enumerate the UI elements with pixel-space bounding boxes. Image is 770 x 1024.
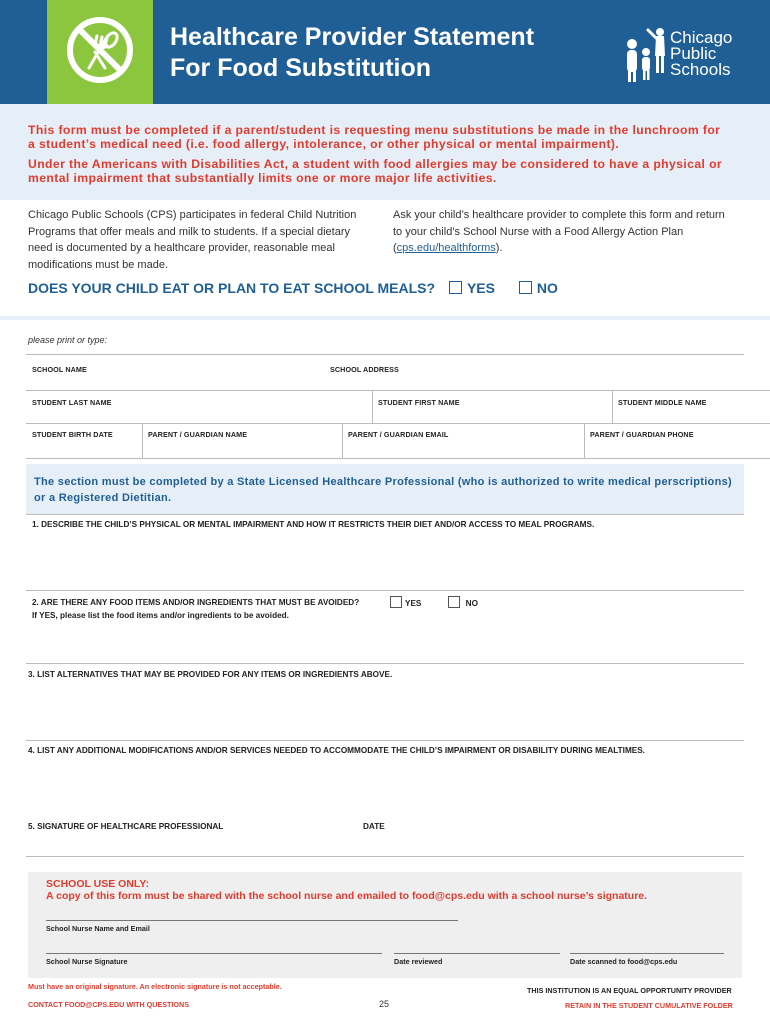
- cps-paragraph: Chicago Public Schools (CPS) participates in federal Child Nutrition Programs that offer meals and milk to students. If a special dietary need is documented by a healthcare provider, reasonable meal modifications must be made.: [28, 209, 357, 271]
- school-use-heading: SCHOOL USE ONLY:: [46, 878, 150, 890]
- section-line: [26, 514, 744, 515]
- ada-notice: Under the Americans with Disabilities Act, a student with food allergies may be considered to have a physical or mental impairment that substantially limits one or more major life activities.: [28, 157, 723, 185]
- print-note: please print or type:: [28, 335, 108, 345]
- signature-line: [26, 856, 744, 857]
- date-label: DATE: [363, 822, 385, 831]
- question-4-answer-area[interactable]: [26, 758, 744, 814]
- divider: [142, 424, 143, 458]
- school-name-label: SCHOOL NAME: [32, 365, 87, 374]
- student-first-name-label: STUDENT FIRST NAME: [378, 398, 460, 407]
- question-4: 4. LIST ANY ADDITIONAL MODIFICATIONS AND/OR SERVICES NEEDED TO ACCOMMODATE THE CHILD’S IMPAIRMENT OR DISABILITY DURING MEALTIMES.: [28, 746, 645, 755]
- nurse-signature-line[interactable]: [46, 953, 382, 954]
- title-line-1: Healthcare Provider Statement: [170, 23, 535, 51]
- q2-no-checkbox[interactable]: [448, 596, 460, 608]
- school-info-field[interactable]: [26, 356, 744, 390]
- divider: [612, 391, 613, 423]
- form-top-line: [26, 354, 744, 355]
- healthcare-notice: The section must be completed by a State Licensed Healthcare Professional (who is authorized to write medical perscriptions) or a Registered Dietitian.: [34, 476, 732, 504]
- page-title: [170, 22, 534, 84]
- parent-email-label: PARENT / GUARDIAN EMAIL: [348, 430, 449, 439]
- instructions-paragraph: Ask your child’s healthcare provider to complete this form and return to your child’s School Nurse with a Food Allergy Action Plan (cps.edu/healthforms).: [393, 209, 725, 254]
- brand-name: [670, 30, 732, 78]
- page-number: 25: [379, 999, 390, 1009]
- brand-line-3: Schools: [670, 60, 731, 79]
- cps-family-silhouette-icon: [618, 22, 670, 84]
- question-3-answer-area[interactable]: [26, 682, 744, 738]
- date-reviewed-line[interactable]: [394, 953, 560, 954]
- form-line-4: [26, 458, 770, 459]
- question-line: [26, 663, 744, 664]
- no-checkbox[interactable]: [519, 281, 532, 294]
- no-label: NO: [536, 280, 558, 296]
- question-2-sub: If YES, please list the food items and/or ingredients to be avoided.: [32, 611, 289, 620]
- section-divider: [0, 316, 770, 320]
- question-3: 3. LIST ALTERNATIVES THAT MAY BE PROVIDED FOR ANY ITEMS OR INGREDIENTS ABOVE.: [28, 670, 393, 679]
- question-line: [26, 740, 744, 741]
- no-food-utensils-icon: [47, 0, 153, 104]
- no-food-logo: [47, 0, 153, 104]
- yes-label: YES: [466, 280, 495, 296]
- divider: [584, 424, 585, 458]
- question-line: [26, 590, 744, 591]
- q2-yes-checkbox[interactable]: [390, 596, 402, 608]
- question-text: DOES YOUR CHILD EAT OR PLAN TO EAT SCHOOL MEALS?: [28, 280, 436, 296]
- school-address-label: SCHOOL ADDRESS: [330, 365, 399, 374]
- divider: [342, 424, 343, 458]
- nurse-name-line[interactable]: [46, 920, 458, 921]
- question-1-answer-area[interactable]: [26, 532, 744, 588]
- divider: [372, 391, 373, 423]
- question-1: 1. DESCRIBE THE CHILD’S PHYSICAL OR MENTAL IMPAIRMENT AND HOW IT RESTRICTS THEIR DIET AND/OR ACCESS TO MEAL PROGRAMS.: [32, 520, 595, 529]
- form-line-2: [26, 390, 770, 391]
- question-2-options: [390, 596, 478, 608]
- parent-phone-label: PARENT / GUARDIAN PHONE: [590, 430, 694, 439]
- birth-date-label: STUDENT BIRTH DATE: [32, 430, 113, 439]
- school-use-instruction: A copy of this form must be shared with the school nurse and emailed to food@cps.edu with a school nurse’s signature.: [46, 890, 648, 902]
- signature-note: Must have an original signature. An electronic signature is not acceptable.: [28, 982, 282, 991]
- parent-name-label: PARENT / GUARDIAN NAME: [148, 430, 248, 439]
- yes-checkbox[interactable]: [449, 281, 462, 294]
- nurse-name-label: School Nurse Name and Email: [46, 924, 150, 933]
- q2-yes-label: YES: [405, 599, 422, 608]
- brand-line-1: Chicago: [670, 28, 733, 47]
- school-meals-question: [28, 280, 558, 296]
- brand-line-2: Public: [670, 44, 717, 63]
- contact-note: CONTACT FOOD@CPS.EDU WITH QUESTIONS: [28, 1000, 190, 1009]
- healthforms-link[interactable]: cps.edu/healthforms: [396, 242, 496, 254]
- intro-warning: This form must be completed if a parent/student is requesting menu substitutions be made in the lunchroom for a student’s medical need (i.e. food allergy, intolerance, or other physical or mental impairment).: [28, 123, 721, 151]
- date-scanned-label: Date scanned to food@cps.edu: [570, 957, 678, 966]
- question-2: 2. ARE THERE ANY FOOD ITEMS AND/OR INGREDIENTS THAT MUST BE AVOIDED?: [32, 598, 360, 607]
- student-middle-name-label: STUDENT MIDDLE NAME: [618, 398, 707, 407]
- student-last-name-label: STUDENT LAST NAME: [32, 398, 112, 407]
- title-line-2: For Food Substitution: [170, 54, 432, 82]
- retain-note: RETAIN IN THE STUDENT CUMULATIVE FOLDER: [565, 1001, 733, 1010]
- instructions-text: Ask your child’s healthcare provider to complete this form and return to your child’s School Nurse with a Food Allergy Action Plan: [393, 209, 725, 238]
- date-reviewed-label: Date reviewed: [394, 957, 443, 966]
- equal-opportunity-note: THIS INSTITUTION IS AN EQUAL OPPORTUNITY PROVIDER: [527, 986, 732, 995]
- question-5: 5. SIGNATURE OF HEALTHCARE PROFESSIONAL: [28, 822, 224, 831]
- nurse-signature-label: School Nurse Signature: [46, 957, 128, 966]
- form-line-3: [26, 423, 770, 424]
- q2-no-label: NO: [465, 599, 478, 608]
- date-scanned-line[interactable]: [570, 953, 724, 954]
- intro-band: [0, 104, 770, 200]
